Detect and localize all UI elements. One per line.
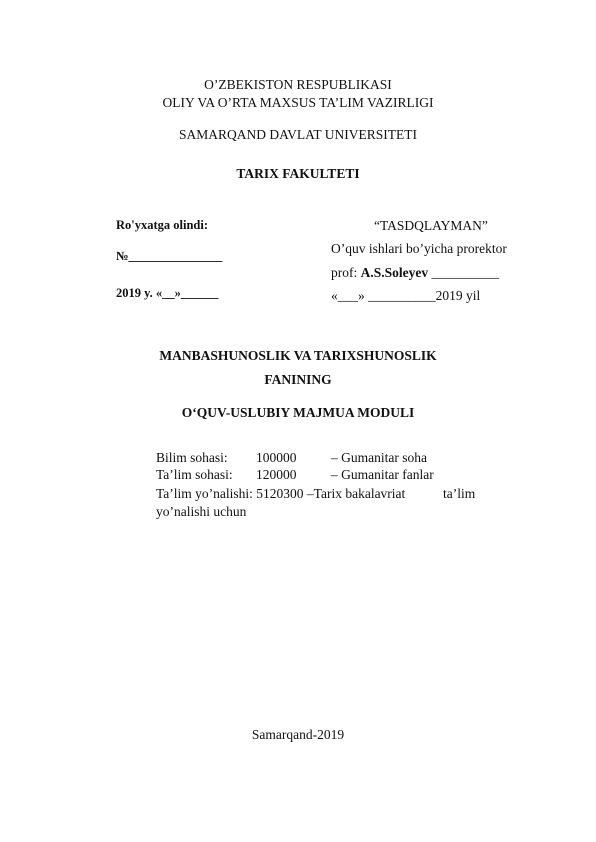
bilim-value: – Gumanitar soha	[331, 450, 427, 465]
registered-label: Ro'yxatga olindi:	[116, 218, 209, 232]
yonalish-tail: ta’lim	[443, 486, 476, 501]
talim-label: Ta’lim sohasi:	[156, 467, 233, 482]
title-line-1: MANBASHUNOSLIK VA TARIXSHUNOSLIK	[159, 348, 437, 363]
header-ministry: OLIY VA O’RTA MAXSUS TA’LIM VAZIRLIGI	[162, 95, 434, 110]
registration-date: 2019 y. «__»______	[116, 286, 219, 300]
yonalish-text: Ta’lim yo’nalishi: 5120300 –Tarix bakalavriat	[156, 486, 406, 501]
footer-city-year: Samarqand-2019	[251, 727, 345, 742]
prof-name: A.S.Soleyev	[360, 265, 429, 280]
registration-number: №_______________	[116, 249, 223, 263]
header-faculty: TARIX FAKULTETI	[236, 166, 360, 181]
bilim-label: Bilim sohasi:	[156, 450, 228, 465]
header-republic: O’ZBEKISTON RESPUBLIKASI	[204, 77, 392, 92]
approver-role: O’quv ishlari bo’yicha prorektor	[331, 241, 507, 256]
talim-value: – Gumanitar fanlar	[331, 467, 434, 482]
approver-name-line	[331, 265, 499, 281]
bilim-code: 100000	[256, 450, 297, 465]
prof-prefix: prof:	[331, 265, 361, 280]
talim-code: 120000	[256, 467, 297, 482]
approval-date: «___» __________2019 yil	[331, 288, 481, 303]
title-line-3: O‘QUV-USLUBIY MAJMUA MODULI	[181, 405, 415, 420]
approve-heading: “TASDQLAYMAN”	[374, 218, 488, 233]
prof-signature-line: __________	[428, 265, 499, 280]
yonalish-continuation: yo’nalishi uchun	[156, 504, 247, 519]
header-university: SAMARQAND DAVLAT UNIVERSITETI	[178, 127, 417, 142]
title-line-2: FANINING	[264, 372, 332, 387]
